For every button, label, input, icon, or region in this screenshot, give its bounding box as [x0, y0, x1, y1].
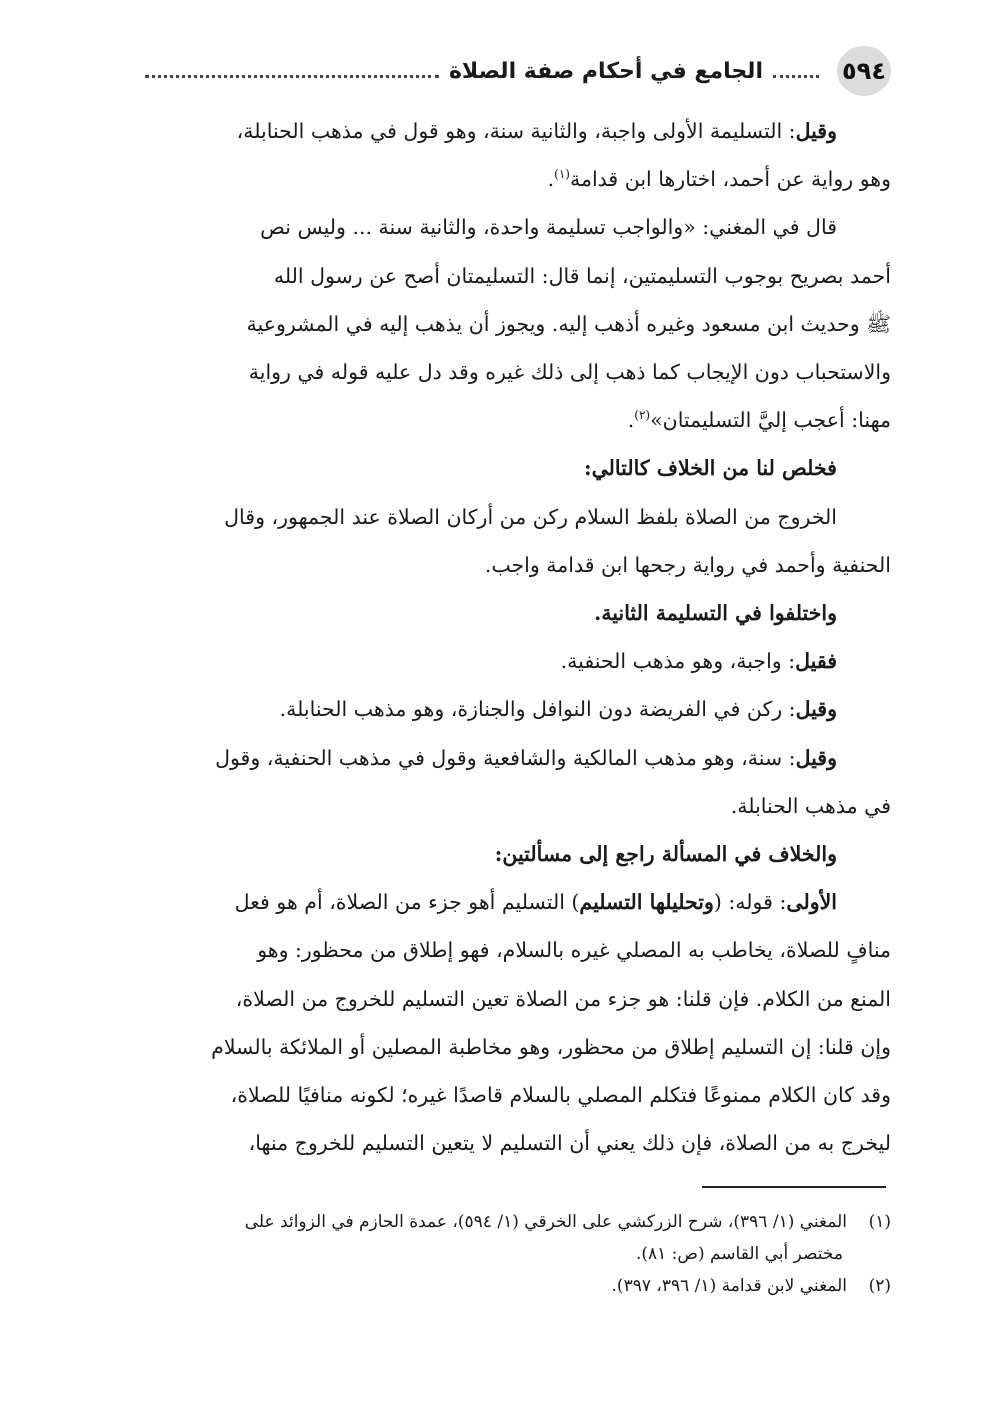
term-label: وقيل	[795, 745, 837, 770]
quote-line: والاستحباب دون الإيجاب كما ذهب إلى ذلك غيره وقد دل عليه قوله في رواية	[248, 360, 891, 385]
heading-text: واختلفوا في التسليمة الثانية.	[594, 601, 837, 626]
text-line: وهو رواية عن أحمد، اختارها ابن قدامة	[569, 167, 891, 192]
text-line: : التسليمة الأولى واجبة، والثانية سنة، وهو قول في مذهب الحنابلة،	[236, 119, 796, 143]
text-line: مهنا: أعجب إليَّ التسليمتان»	[650, 408, 891, 433]
text-line: : واجبة، وهو مذهب الحنفية.	[560, 649, 796, 674]
footnote-number: (١)	[868, 1212, 891, 1232]
opinion-line	[145, 685, 891, 733]
opinion-line	[145, 734, 891, 782]
footnote-separator	[702, 1186, 886, 1188]
section-heading	[145, 830, 891, 878]
text-line: الحنفية وأحمد في رواية رجحها ابن قدامة واجب.	[484, 552, 891, 577]
header-dots-left	[145, 75, 439, 78]
quote-line: ﷺ وحديث ابن مسعود وغيره أذهب إليه. ويجوز أن يذهب إليه في المشروعية	[246, 311, 891, 336]
text-line: الخروج من الصلاة بلفظ السلام ركن من أركان الصلاة عند الجمهور، وقال	[224, 504, 837, 529]
main-text	[145, 107, 891, 1167]
section-heading	[145, 444, 891, 492]
text-line: : ركن في الفريضة دون النوافل والجنازة، وهو مذهب الحنابلة.	[279, 697, 796, 722]
footnote	[145, 1270, 891, 1302]
footnote-ref[interactable]: (١)	[554, 167, 570, 182]
quote-line: قال في المغني: «والواجب تسليمة واحدة، والثانية سنة ... وليس نص	[260, 215, 837, 240]
text-line: ) التسليم أهو جزء من الصلاة، أم هو فعل	[234, 890, 580, 915]
text-line: .	[547, 167, 555, 192]
page-header	[145, 44, 891, 100]
paragraph	[145, 878, 891, 926]
footnote-text: المغني (١/ ٣٩٦)، شرح الزركشي على الخرقي (١/ ٥٩٤)، عمدة الحازم في الزوائد على	[244, 1212, 847, 1232]
text-line: منافٍ للصلاة، يخاطب به المصلي غيره بالسلام، فهو إطلاق من محظور: وهو	[257, 938, 891, 963]
term-label: وقيل	[795, 697, 837, 722]
running-title	[145, 56, 819, 86]
text-line: : قوله: (	[713, 890, 787, 915]
heading-text: فخلص لنا من الخلاف كالتالي:	[584, 456, 837, 481]
text-line: : سنة، وهو مذهب المالكية والشافعية وقول في مذهب الحنفية، وقول	[215, 745, 796, 770]
header-dots-right	[773, 75, 819, 78]
text-line: .	[627, 408, 635, 433]
footnote	[145, 1206, 891, 1238]
text-line: وقد كان الكلام ممنوعًا فتكلم المصلي بالسلام قاصدًا غيره؛ لكونه منافيًا للصلاة،	[230, 1083, 891, 1108]
text-line: المنع من الكلام. فإن قلنا: هو جزء من الصلاة تعين التسليم للخروج من الصلاة،	[235, 986, 891, 1011]
page-number: ٥٩٤	[837, 46, 891, 96]
footnote-ref[interactable]: (٢)	[634, 408, 651, 423]
section-heading	[145, 589, 891, 637]
footnote-text: مختصر أبي القاسم (ص: ٨١).	[635, 1244, 843, 1264]
footnote-number: (٢)	[868, 1276, 891, 1296]
footnotes	[145, 1206, 891, 1302]
heading-text: والخلاف في المسألة راجع إلى مسألتين:	[494, 842, 837, 867]
hadith-quote: وتحليلها التسليم	[579, 890, 714, 915]
paragraph	[145, 155, 891, 203]
paragraph	[145, 107, 891, 155]
text-line: ليخرج به من الصلاة، فإن ذلك يعني أن التسليم لا يتعين التسليم للخروج منها،	[248, 1131, 891, 1156]
term-label: الأولى	[786, 890, 837, 915]
book-title: الجامع في أحكام صفة الصلاة	[448, 58, 763, 84]
term-label: فقيل	[795, 649, 837, 674]
text-line: وإن قلنا: إن التسليم إطلاق من محظور، وهو مخاطبة المصلين أو الملائكة بالسلام	[211, 1034, 891, 1059]
term-label: وقيل	[795, 119, 837, 143]
footnote-text: المغني لابن قدامة (١/ ٣٩٦، ٣٩٧).	[611, 1276, 847, 1296]
opinion-line	[145, 637, 891, 685]
text-line: في مذهب الحنابلة.	[730, 793, 891, 818]
paragraph	[145, 396, 891, 444]
quote-line: أحمد بصريح بوجوب التسليمتين، إنما قال: التسليمتان أصح عن رسول الله	[273, 263, 891, 288]
